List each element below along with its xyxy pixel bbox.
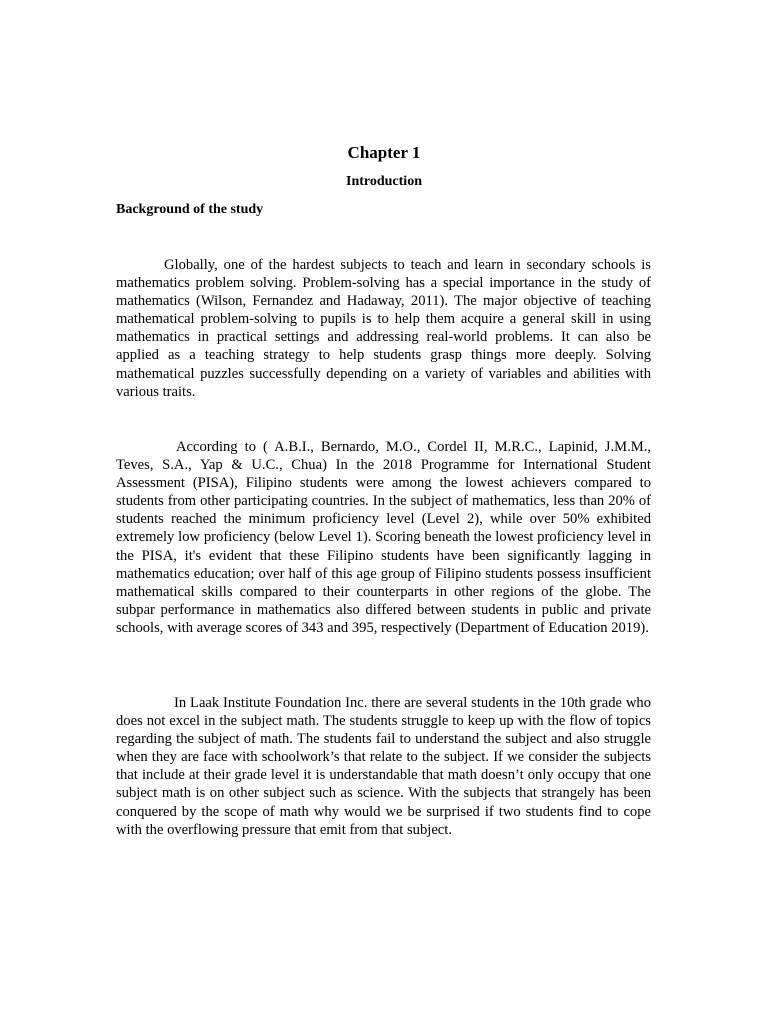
body-paragraph-3: In Laak Institute Foundation Inc. there are several students in the 10th grade who does not excel in the subject math. The students struggle to keep up with the flow of topics regarding the subject of math. The students fail to understand the subject and also struggle when they are face with schoolwork’s that relate to the subject. If we consider the subjects that include at their grade level it is understandable that math doesn’t only occupy that one subject math is on other subject such as science. With the subjects that strangely has been conquered by the scope of math why would we be surprised if two students find to cope with the overflowing pressure that emit from that subject. [116,695,651,838]
subsection-title: Background of the study [116,202,264,217]
section-title: Introduction [346,174,422,189]
body-paragraph-2: According to ( A.B.I., Bernardo, M.O., Cordel II, M.R.C., Lapinid, J.M.M., Teves, S.A., Yap & U.C., Chua) In the 2018 Programme for International Student Assessment (PISA), Filipino students were among the lowest achievers compared to students from other participating countries. In the subject of mathematics, less than 20% of students reached the minimum proficiency level (Level 2), while over 50% exhibited extremely low proficiency (below Level 1). Scoring beneath the lowest proficiency level in the PISA, it's evident that these Filipino students have been significantly lagging in mathematics education; over half of this age group of Filipino students possess insufficient mathematical skills compared to their counterparts in other regions of the globe. The subpar performance in mathematics also differed between students in public and private schools, with average scores of 343 and 395, respectively (Department of Education 2019). [116,439,651,636]
chapter-title: Chapter 1 [347,143,421,162]
body-paragraph-1: Globally, one of the hardest subjects to teach and learn in secondary schools is mathematics problem solving. Problem-solving has a special importance in the study of mathematics (Wilson, Fernandez and Hadaway, 2011). The major objective of teaching mathematical problem-solving to pupils is to help them acquire a general skill in using mathematics in practical settings and addressing real-world problems. It can also be applied as a teaching strategy to help students grasp things more deeply. Solving mathematical puzzles successfully depending on a variety of variables and abilities with various traits. [116,257,651,400]
